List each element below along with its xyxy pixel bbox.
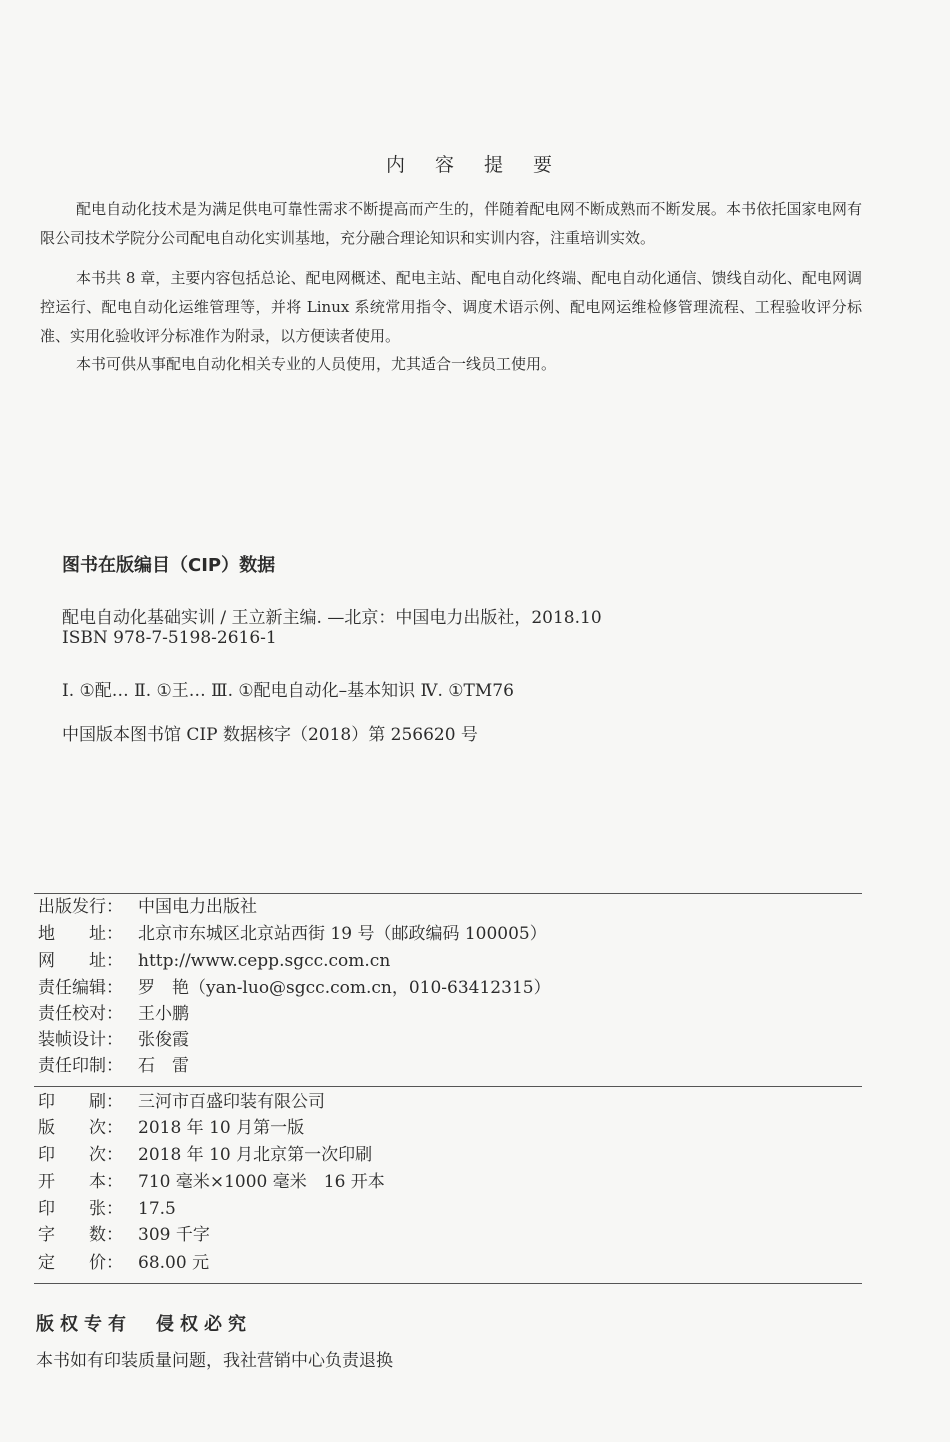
- address-row: 地 址： 北京市东城区北京站西街 19 号（邮政编码 100005）: [38, 924, 547, 944]
- summary-paragraph-3: 本书可供从事配电自动化相关专业的人员使用，尤其适合一线员工使用。: [76, 355, 557, 373]
- cip-classification: Ⅰ. ①配… Ⅱ. ①王… Ⅲ. ①配电自动化–基本知识 Ⅳ. ①TM76: [62, 681, 514, 701]
- summary-paragraph-1: 配电自动化技术是为满足供电可靠性需求不断提高而产生的，伴随着配电网不断成熟而不断发展。本书依托国家电网有限公司技术学院分公司配电自动化实训基地，充分融合理论知识和实训内容，注重培训实效。: [40, 200, 862, 247]
- price-row: 定 价： 68.00 元: [38, 1253, 210, 1273]
- cip-title: 图书在版编目（CIP）数据: [62, 555, 276, 576]
- format-row: 开 本： 710 毫米×1000 毫米 16 开本: [38, 1172, 385, 1192]
- proofreader-row: 责任校对： 王小鹏: [38, 1004, 189, 1024]
- edition-row: 版 次： 2018 年 10 月第一版: [38, 1118, 305, 1138]
- copyright-title: 版权专有 侵权必究: [36, 1314, 252, 1335]
- cip-book-info: 配电自动化基础实训 / 王立新主编. —北京：中国电力出版社，2018.10: [62, 608, 602, 628]
- divider-bottom: [34, 1283, 862, 1284]
- publisher-row: 出版发行： 中国电力出版社: [38, 897, 257, 917]
- printer-row: 印 刷： 三河市百盛印装有限公司: [38, 1092, 325, 1112]
- copyright-note: 本书如有印装质量问题，我社营销中心负责退换: [36, 1351, 393, 1371]
- design-row: 装帧设计： 张俊霞: [38, 1030, 189, 1050]
- summary-paragraph-2: 本书共 8 章，主要内容包括总论、配电网概述、配电主站、配电自动化终端、配电自动化通信、馈线自动化、配电网调控运行、配电自动化运维管理等，并将 Linux 系统常用指令、调度术语示例、配电网运维检修管理流程、工程验收评分标准、实用化验收评分标准作为附录，以方便读者使用。: [40, 269, 862, 345]
- summary-title: 内 容 提 要: [385, 154, 565, 176]
- sheets-row: 印 张： 17.5: [38, 1199, 176, 1219]
- cip-isbn: ISBN 978-7-5198-2616-1: [62, 628, 277, 648]
- print-supervisor-row: 责任印制： 石 雷: [38, 1056, 189, 1076]
- website-row: 网 址： http://www.cepp.sgcc.com.cn: [38, 951, 391, 971]
- word-count-row: 字 数： 309 千字: [38, 1225, 210, 1245]
- impression-row: 印 次： 2018 年 10 月北京第一次印刷: [38, 1145, 373, 1165]
- divider-middle: [34, 1086, 862, 1087]
- editor-row: 责任编辑： 罗 艳（yan-luo@sgcc.com.cn，010-63412315）: [38, 978, 551, 998]
- cip-record: 中国版本图书馆 CIP 数据核字（2018）第 256620 号: [62, 725, 478, 745]
